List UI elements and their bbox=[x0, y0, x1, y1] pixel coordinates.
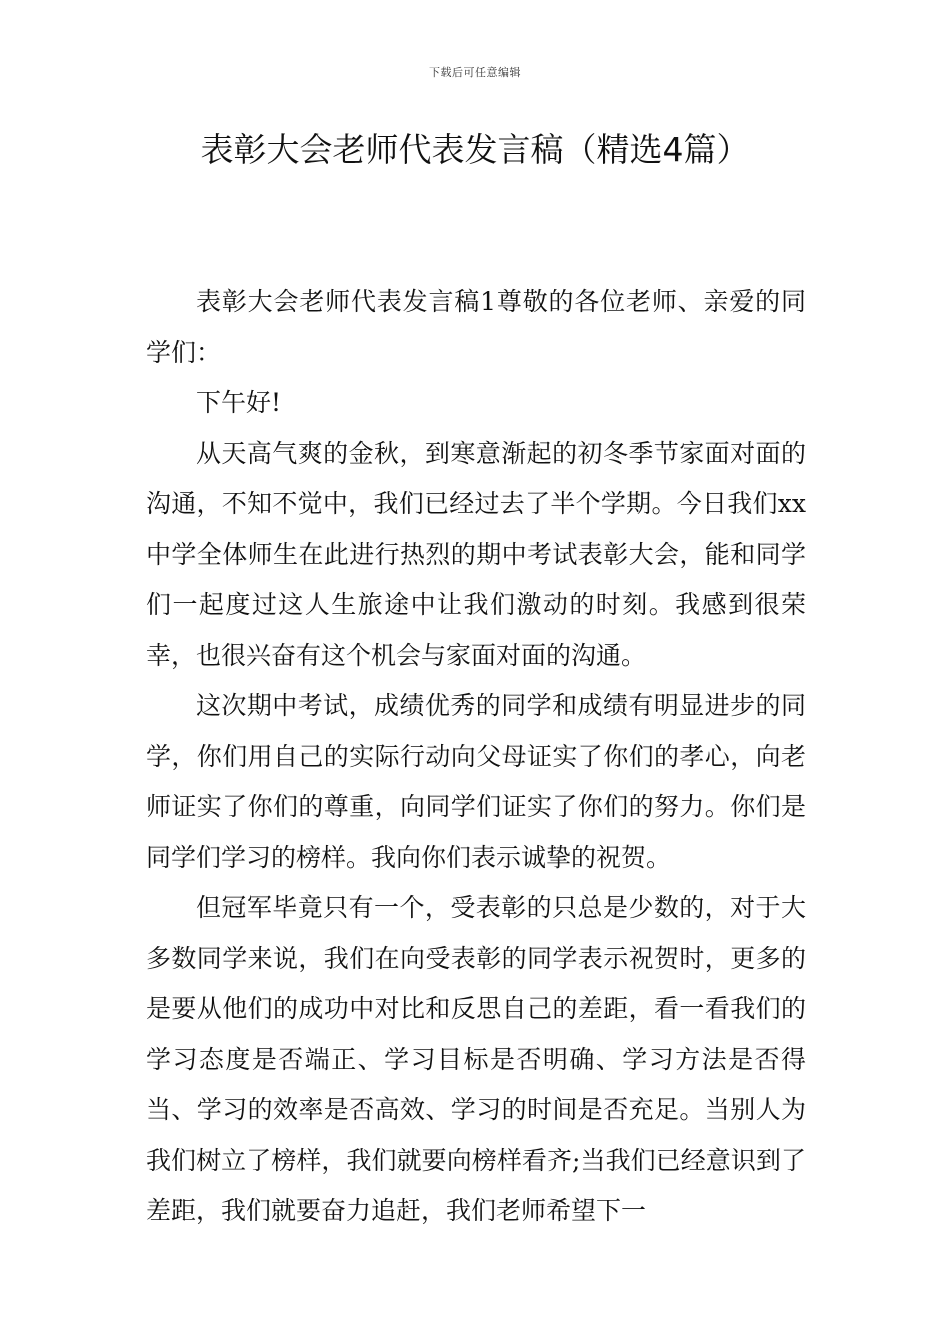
paragraph-3: 从天高气爽的金秋，到寒意渐起的初冬季节家面对面的沟通，不知不觉中，我们已经过去了半个学期。今日我们xx中学全体师生在此进行热烈的期中考试表彰大会，能和同学们一起度过这人生旅途中让我们激动的时刻。我感到很荣幸，也很兴奋有这个机会与家面对面的沟通。 bbox=[146, 438, 806, 670]
paragraph-5: 但冠军毕竟只有一个，受表彰的只总是少数的，对于大多数同学来说，我们在向受表彰的同学表示祝贺时，更多的是要从他们的成功中对比和反思自己的差距，看一看我们的学习态度是否端正、学习目标是否明确、学习方法是否得当、学习的效率是否高效、学习的时间是否充足。当别人为我们树立了榜样，我们就要向榜样看齐;当我们已经意识到了差距，我们就要奋力追赶，我们老师希望下一 bbox=[146, 893, 806, 1225]
paragraph-2: 下午好! bbox=[196, 388, 282, 417]
paragraph-1: 表彰大会老师代表发言稿1尊敬的各位老师、亲爱的同学们： bbox=[146, 287, 806, 367]
header-note: 下载后可任意编辑 bbox=[429, 66, 521, 79]
document-body bbox=[146, 277, 806, 1237]
document-title: 表彰大会老师代表发言稿（精选4篇） bbox=[200, 130, 750, 169]
paragraph-4: 这次期中考试，成绩优秀的同学和成绩有明显进步的同学，你们用自己的实际行动向父母证实了你们的孝心，向老师证实了你们的尊重，向同学们证实了你们的努力。你们是同学们学习的榜样。我向你们表示诚挚的祝贺。 bbox=[146, 691, 806, 872]
